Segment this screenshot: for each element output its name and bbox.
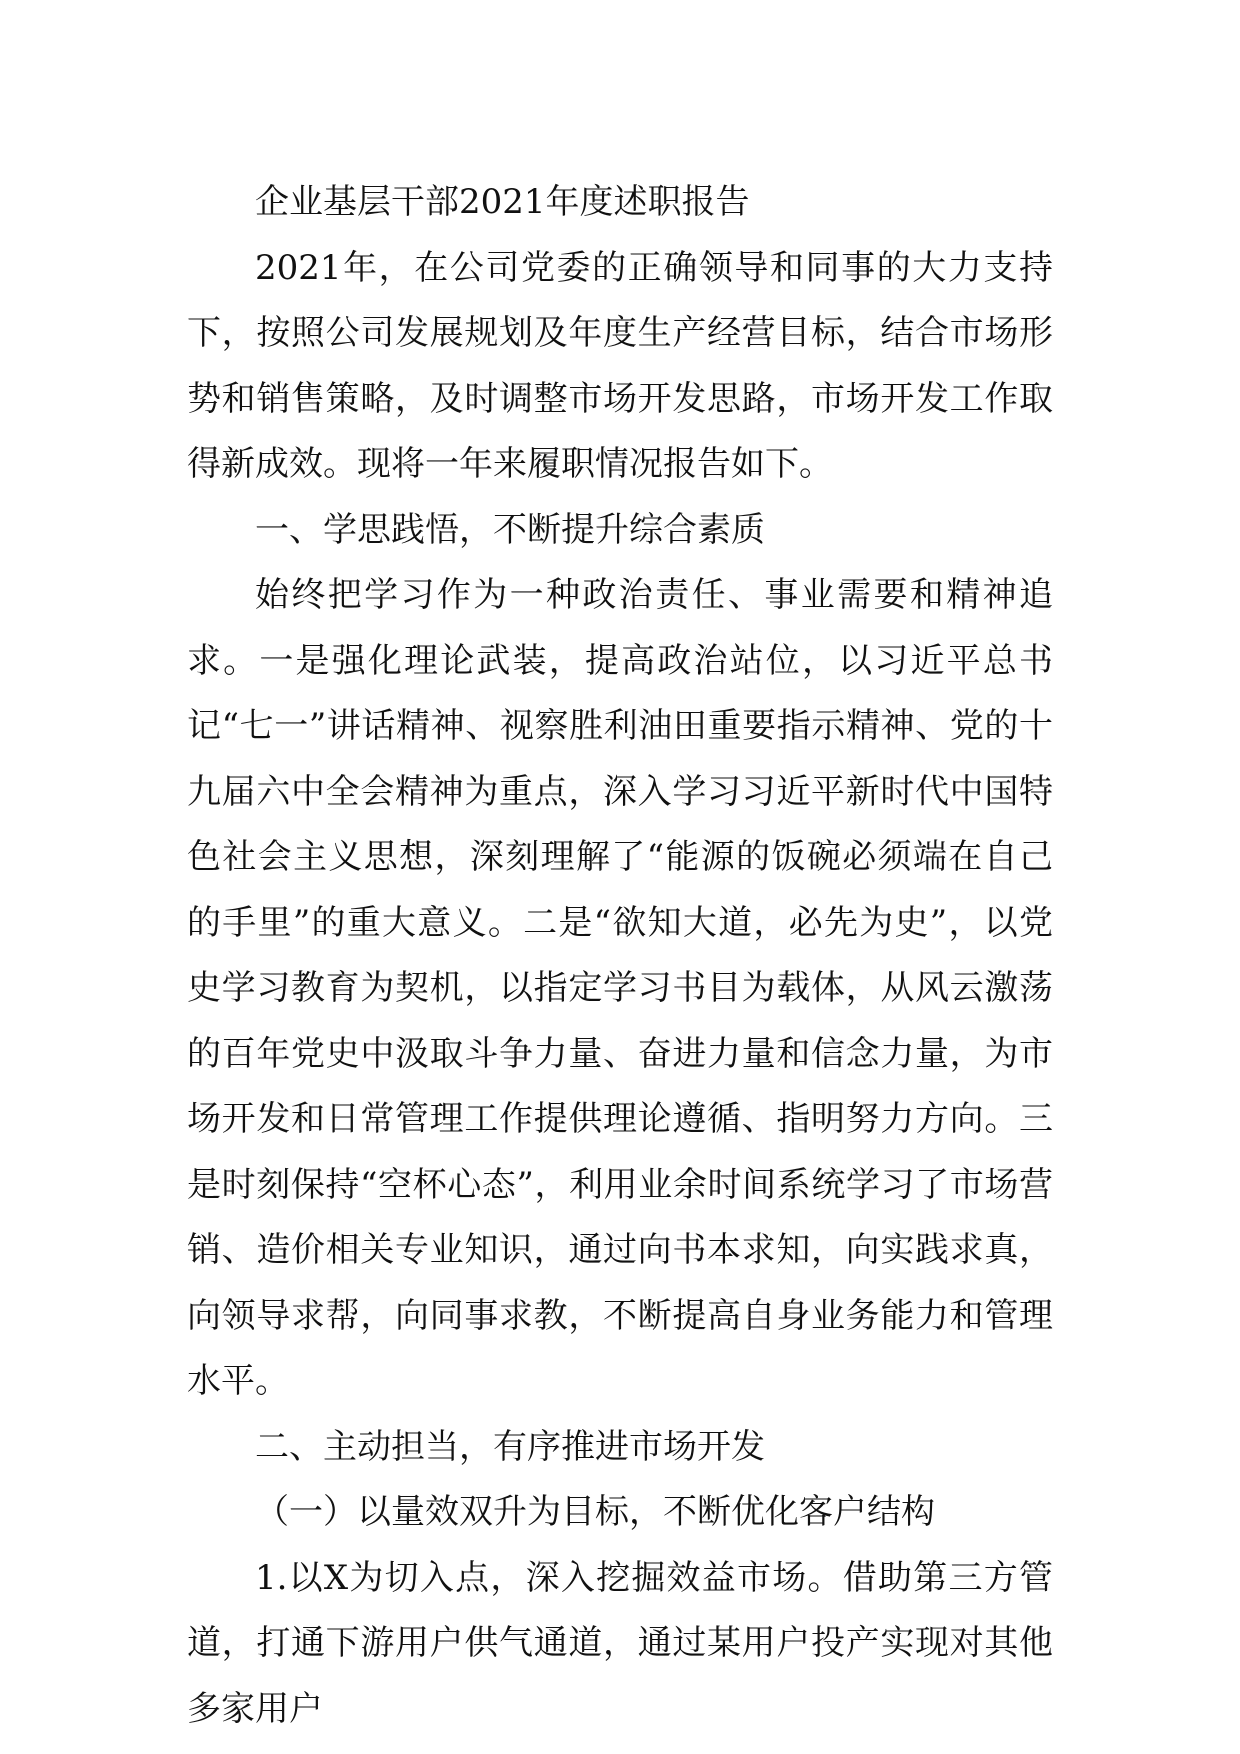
- section-heading-1: 一、学思践悟，不断提升综合素质: [255, 509, 765, 550]
- document-body: [187, 170, 1053, 1742]
- paragraph-market: 1.以X为切入点，深入挖掘效益市场。借助第三方管道，打通下游用户供气通道，通过某用户投产实现对其他多家用户: [187, 1557, 1053, 1729]
- subsection-heading-1: （一）以量效双升为目标，不断优化客户结构: [255, 1492, 935, 1532]
- paragraph-study: 始终把学习作为一种政治责任、事业需要和精神追求。一是强化理论武装，提高政治站位，以习近平总书记“七一”讲话精神、视察胜利油田重要指示精神、党的十九届六中全会精神为重点，深入学习习近平新时代中国特色社会主义思想，深刻理解了“能源的饭碗必须端在自己的手里”的重大意义。二是“欲知大道，必先为史”，以党史学习教育为契机，以指定学习书目为载体，从风云激荡的百年党史中汲取斗争力量、奋进力量和信念力量，为市场开发和日常管理工作提供理论遵循、指明努力方向。三是时刻保持“空杯心态”，利用业余时间系统学习了市场营销、造价相关专业知识，通过向书本求知，向实践求真，向领导求帮，向同事求教，不断提高自身业务能力和管理水平。: [187, 575, 1053, 1401]
- document-title: 企业基层干部2021年度述职报告: [255, 182, 750, 222]
- paragraph-intro: 2021年，在公司党委的正确领导和同事的大力支持下，按照公司发展规划及年度生产经营目标，结合市场形势和销售策略，及时调整市场开发思路，市场开发工作取得新成效。现将一年来履职情况报告如下。: [187, 247, 1053, 484]
- section-heading-2: 二、主动担当，有序推进市场开发: [255, 1426, 765, 1467]
